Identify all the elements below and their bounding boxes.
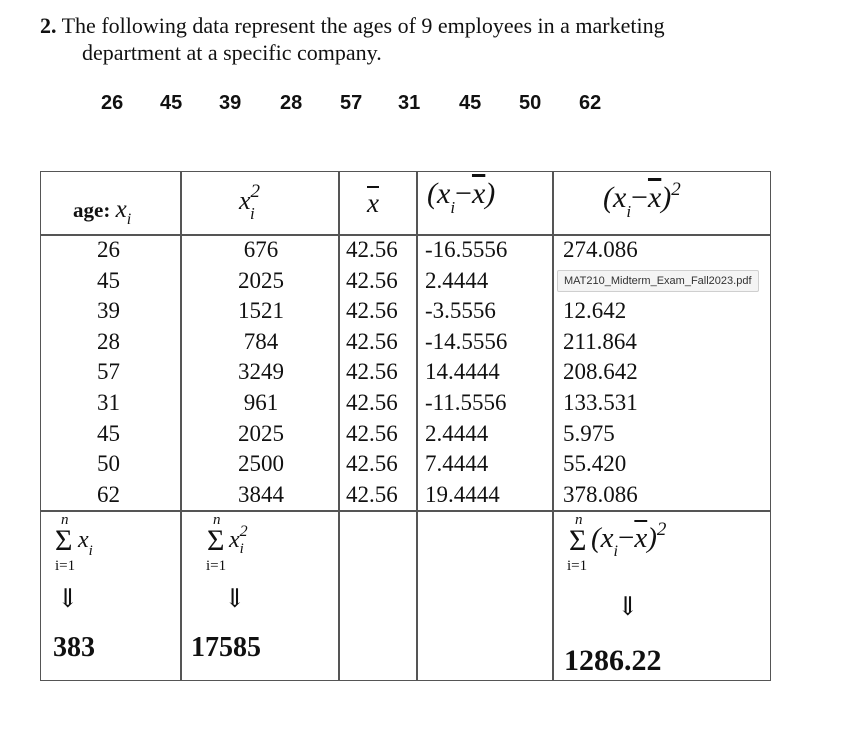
age-value: 28 (280, 92, 303, 114)
age-value: 45 (459, 92, 482, 114)
cell-xi-squared: 2500 (238, 451, 284, 477)
cell-xi: 45 (97, 267, 120, 293)
cell-deviation: 7.4444 (425, 451, 489, 477)
cell-mean: 42.56 (346, 328, 398, 354)
totals-divider (41, 510, 770, 512)
cell-deviation-squared: 274.086 (563, 237, 638, 262)
cell-xi-squared: 1521 (238, 298, 284, 324)
header-age: age: $x_i$ (73, 196, 132, 228)
header-mean: $\overline{x}$ (367, 188, 379, 218)
cell-xi: 31 (97, 389, 120, 415)
column-divider (416, 172, 418, 680)
cell-xi-squared: 2025 (238, 420, 284, 446)
cell-xi: 57 (97, 359, 120, 385)
column-divider (552, 172, 554, 680)
sum-deviation-squared-total: 1286.22 (564, 644, 662, 677)
sum-x-squared-total: 17585 (191, 632, 261, 663)
cell-deviation-squared: 55.420 (563, 451, 627, 477)
cell-deviation: -11.5556 (425, 389, 507, 415)
header-deviation-squared: $(x_i-\overline{x})^2$ (603, 179, 681, 221)
cell-mean: 42.56 (346, 267, 398, 293)
age-value: 45 (160, 92, 183, 114)
cell-deviation: -3.5556 (425, 298, 496, 324)
cell-xi-squared: 2025 (238, 267, 284, 293)
cell-mean: 42.56 (346, 420, 398, 446)
cell-xi-squared: 676 (243, 237, 279, 262)
column-xi-squared (231, 235, 291, 510)
problem-number: 2. (40, 13, 57, 38)
cell-xi: 28 (97, 328, 120, 354)
cell-mean: 42.56 (346, 298, 398, 324)
cell-deviation: -14.5556 (425, 328, 508, 354)
cell-mean: 42.56 (346, 389, 398, 415)
cell-xi: 26 (97, 237, 120, 262)
age-value: 31 (398, 92, 421, 114)
column-deviation (425, 235, 507, 510)
cell-deviation-squared: 5.975 (563, 420, 615, 446)
cell-xi-squared: 3249 (238, 359, 284, 385)
column-divider (338, 172, 340, 680)
cell-deviation: 19.4444 (425, 481, 500, 507)
problem-text-line1: The following data represent the ages of 9 employees in a marketing (61, 13, 665, 38)
cell-xi: 45 (97, 420, 120, 446)
header-divider (41, 234, 770, 236)
cell-xi-squared: 784 (243, 328, 279, 354)
cell-deviation: 2.4444 (425, 420, 489, 446)
column-divider (180, 172, 182, 680)
age-value: 50 (519, 92, 542, 114)
cell-mean: 42.56 (346, 451, 398, 477)
age-value: 57 (340, 92, 363, 114)
problem-text-line2: department at a specific company. (82, 40, 382, 65)
computation-table: age: $x_i$ $x^2_i$ $\overline{x}$ $(x_i-\overline{x})$ $(x_i-\overline{x})^2$ 26 45 39 28 57 31 45 50 62 676 2025 1521 784 3249 961 2025 2500 3844 42.56 42.56 42.56 42.56 42.56 42.56 42.56 42.56 42.56 -16.5556 2.4444 -3.5556 -14.5556 14.4444 -11.5556 2.4444 7.4444 19.4444 274.086 12.642 211.864 208.642 133.531 5.975 55.420 378.086 n Σ $x_i$ i=1 ⇓ 383 n Σ $x^2_i$ i=1 ⇓ 17585 n Σ $(x_i-\overline{x})^2$ i=1 ⇓ 1286.22 (40, 171, 771, 681)
cell-xi: 62 (97, 481, 120, 507)
cell-deviation-squared: 12.642 (563, 298, 627, 324)
header-x-squared: $x^2_i$ (239, 181, 261, 223)
cell-deviation-squared: 133.531 (563, 389, 638, 415)
sum-x-total: 383 (53, 632, 95, 663)
cell-mean: 42.56 (346, 359, 398, 385)
age-value: 26 (101, 92, 124, 114)
column-xi (97, 235, 120, 510)
cell-deviation: 2.4444 (425, 267, 489, 293)
cell-xi: 50 (97, 451, 120, 477)
cell-deviation-squared: 378.086 (563, 481, 638, 507)
cell-xi: 39 (97, 298, 120, 324)
cell-mean: 42.56 (346, 237, 398, 262)
age-value: 39 (219, 92, 242, 114)
problem-statement (40, 12, 665, 66)
age-value: 62 (579, 92, 602, 114)
header-deviation: $(x_i-\overline{x})$ (427, 177, 496, 217)
column-mean (346, 235, 398, 510)
cell-xi-squared: 3844 (238, 481, 284, 507)
cell-mean: 42.56 (346, 481, 398, 507)
cell-deviation: 14.4444 (425, 359, 500, 385)
cell-xi-squared: 961 (243, 389, 279, 415)
filename-tooltip: MAT210_Midterm_Exam_Fall2023.pdf (557, 270, 759, 292)
cell-deviation-squared: 208.642 (563, 359, 638, 385)
cell-deviation-squared: 211.864 (563, 328, 637, 354)
age-data-list (0, 92, 849, 120)
cell-deviation: -16.5556 (425, 237, 508, 262)
